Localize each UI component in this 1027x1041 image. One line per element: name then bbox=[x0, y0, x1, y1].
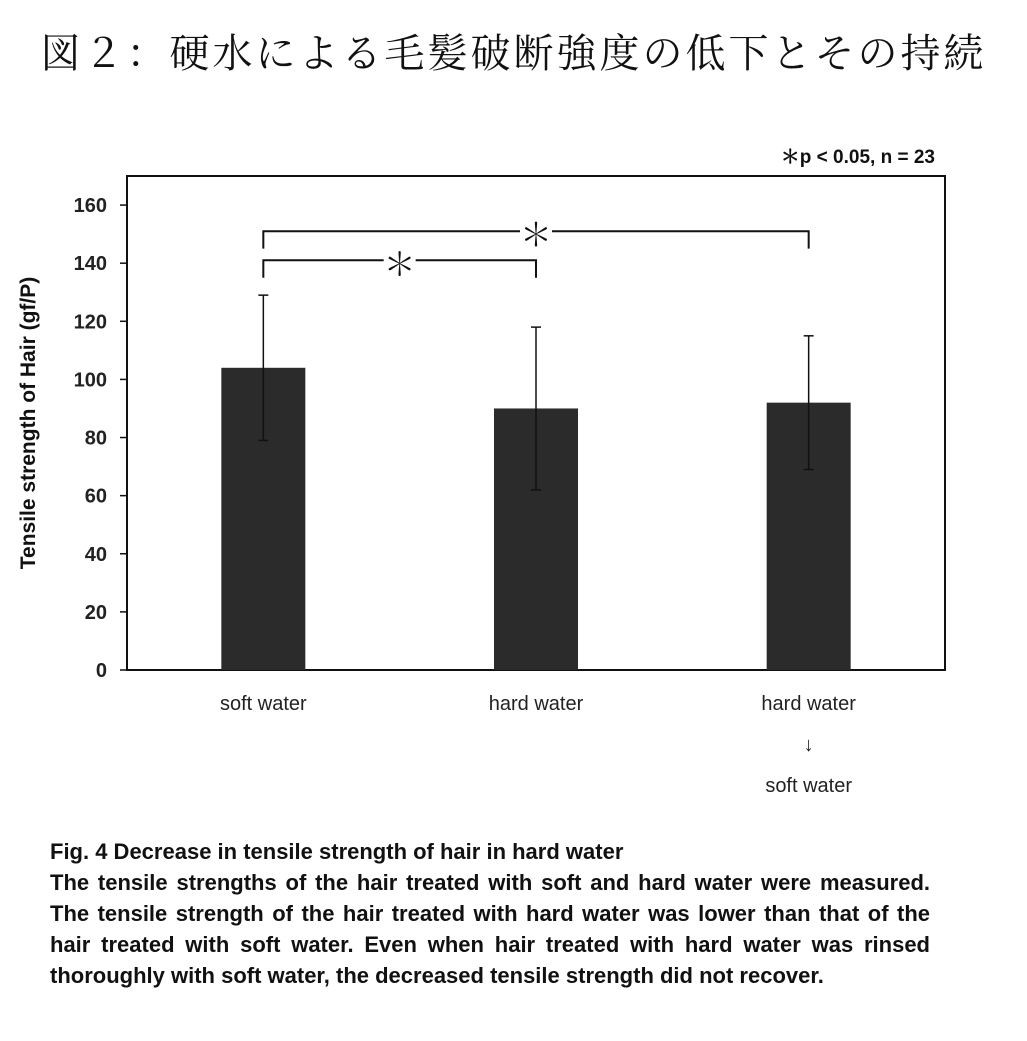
x-category-label: ↓ bbox=[803, 734, 814, 756]
significance-star: ＊ bbox=[383, 246, 416, 283]
caption-body: The tensile strengths of the hair treated with soft and hard water were measured. The tensile strength of the hair treated with hard water was lower than that of the hair treated with soft water. Even when hair treated with hard water was rinsed thoroughly with soft water, the decreased tensile strength did not recover. bbox=[50, 870, 930, 988]
y-tick-label: 40 bbox=[84, 543, 107, 566]
caption-title: Fig. 4 Decrease in tensile strength of hair in hard water bbox=[50, 839, 624, 864]
y-tick-label: 20 bbox=[84, 601, 107, 624]
y-tick-label: 140 bbox=[73, 253, 107, 276]
x-category-label: soft water bbox=[219, 693, 307, 715]
x-category-label: soft water bbox=[765, 775, 853, 797]
y-tick-label: 0 bbox=[95, 660, 107, 682]
significance-star: ＊ bbox=[519, 217, 553, 254]
y-tick-label: 160 bbox=[73, 195, 107, 218]
bar-chart bbox=[0, 130, 1027, 820]
y-axis-label: Tensile strength of Hair (gf/P) bbox=[17, 276, 40, 570]
x-category-label: hard water bbox=[761, 693, 856, 715]
y-tick-label: 100 bbox=[73, 369, 107, 392]
significance-note: ＊p < 0.05, n = 23 bbox=[780, 147, 935, 168]
page-title: 図２：硬水による毛髪破断強度の低下とその持続 bbox=[40, 31, 987, 77]
y-tick-label: 80 bbox=[84, 427, 107, 450]
y-tick-label: 120 bbox=[73, 311, 107, 334]
x-category-label: hard water bbox=[488, 693, 584, 715]
figure-caption bbox=[50, 836, 930, 991]
y-tick-label: 60 bbox=[84, 485, 107, 508]
